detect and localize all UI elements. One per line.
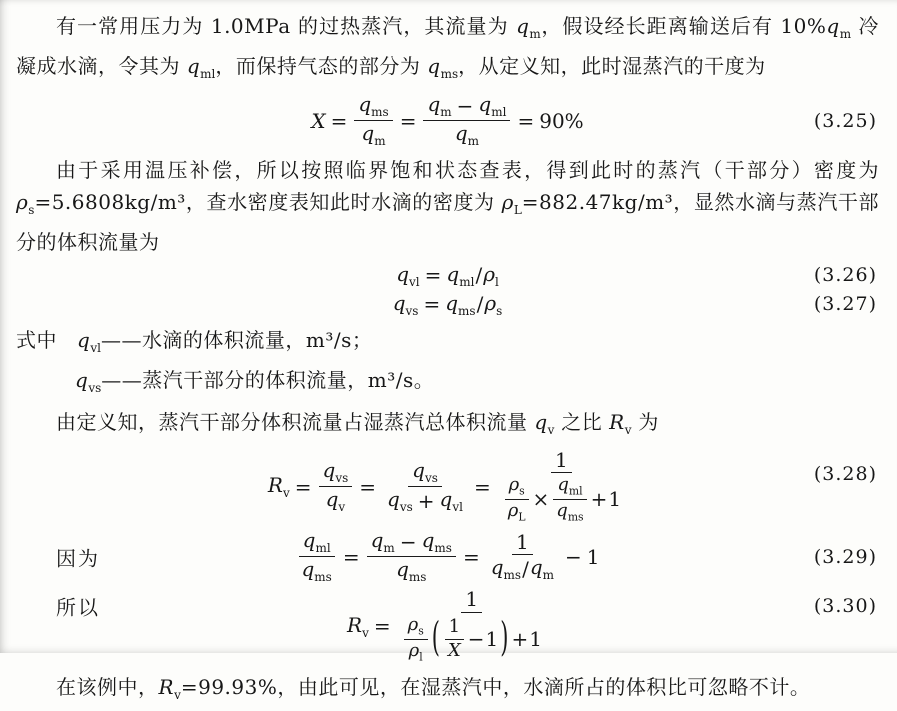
fraction (552, 474, 587, 524)
equation-body (268, 448, 627, 526)
equals-sign: = (423, 292, 441, 317)
var-qml: $q_{ml}$ (478, 92, 507, 119)
var-qm: $q_m$ (427, 92, 452, 119)
plus-sign: + (590, 487, 608, 512)
numeral-one: 1 (586, 544, 600, 569)
var-rho-s: $\rho_s$ (16, 189, 35, 217)
var-Rv: $R_v$ (267, 473, 290, 501)
value-Rv: =99.93% (180, 675, 278, 700)
equation-number: (3.27) (813, 293, 877, 316)
equation-3-28 (16, 448, 879, 526)
var-qms: $q_{ms}$ (301, 557, 332, 585)
paragraph-text: ，而保持气态的部分为 (215, 54, 428, 78)
equals-sign: = (373, 614, 391, 639)
var-qms: $q_{ms}$ (421, 527, 452, 555)
var-qm: $q_m$ (516, 14, 541, 41)
equation-body (393, 291, 503, 318)
var-qm: $q_m$ (529, 555, 555, 583)
paragraph-text: 由定义知，蒸汽干部分体积流量占湿蒸汽总体积流量 (56, 409, 535, 434)
paragraph-text: ，查水密度表知此时水滴的密度为 (185, 189, 502, 214)
fraction (423, 92, 510, 150)
equals-sign: = (342, 544, 360, 569)
equation-number: (3.26) (813, 264, 877, 287)
var-qms: $q_{ms}$ (490, 555, 522, 583)
equals-sign: = (399, 108, 417, 133)
equation-3-29 (16, 528, 879, 586)
var-qvs: $q_{vs}$ (387, 487, 413, 515)
right-paren: ) (500, 614, 509, 661)
var-qms: $q_{ms}$ (358, 92, 389, 119)
var-qms: $q_{ms}$ (427, 54, 459, 81)
numeral-one: 1 (465, 587, 479, 612)
paragraph-text: ，假设经长距离输送后有 10% (540, 14, 827, 38)
var-qm: $q_m$ (361, 121, 386, 149)
equals-sign: = (359, 474, 377, 499)
var-qv: $q_v$ (534, 409, 555, 437)
where-definition-1 (16, 324, 879, 364)
var-qml: $q_{ml}$ (186, 54, 216, 81)
var-rho-l: $\rho_l$ (483, 261, 499, 289)
where-definition-2 (16, 364, 879, 404)
definition-text: ——水滴的体积流量，m³/s； (100, 327, 373, 352)
equals-sign: = (424, 263, 442, 288)
times-sign: × (532, 487, 550, 512)
var-qvs: $q_{vs}$ (75, 367, 102, 395)
fraction (444, 616, 465, 661)
equation-body (311, 92, 583, 150)
left-paren: ( (431, 614, 440, 661)
paragraph-text: 之比 (554, 409, 610, 434)
var-qm: $q_m$ (370, 527, 395, 555)
equation-body (295, 528, 599, 586)
var-Rv: $R_v$ (609, 409, 632, 437)
equation-3-26 (16, 262, 879, 289)
var-qvl: $q_{vl}$ (77, 327, 101, 355)
fraction (367, 528, 456, 586)
equation-number: (3.30) (813, 595, 877, 618)
var-qms: $q_{ms}$ (396, 557, 427, 585)
minus-sign: − (565, 544, 582, 569)
fraction (383, 458, 467, 516)
numeral-one: 1 (529, 626, 542, 651)
equation-3-25 (16, 92, 879, 150)
var-rho-s: $\rho_s$ (508, 474, 525, 498)
equals-sign: = (473, 474, 491, 499)
paragraph-text: ，由此可见，在湿蒸汽中，水滴所占的体积比可忽略不计。 (277, 675, 811, 700)
var-rho-s: $\rho_s$ (484, 290, 503, 318)
equation-3-27 (16, 291, 879, 318)
equation-3-30 (16, 587, 879, 665)
value-density-water: =882.47kg/m³ (521, 189, 674, 214)
var-qvl: $q_{vl}$ (396, 261, 420, 289)
paragraph-text: 冷凝成水滴，令其为 (16, 14, 879, 78)
numeral-one: 1 (485, 626, 499, 651)
paragraph-intro (16, 10, 879, 90)
numeral-one: 1 (515, 529, 529, 554)
var-Rv: $R_v$ (158, 675, 181, 703)
minus-sign: − (467, 626, 485, 651)
var-qml: $q_{ml}$ (557, 474, 583, 498)
equals-sign: = (517, 108, 535, 133)
value-density-steam: =5.6808kg/m³ (34, 189, 186, 214)
equation-number: (3.25) (813, 109, 877, 132)
paragraph-conclusion (16, 671, 879, 711)
var-qms: $q_{ms}$ (445, 290, 476, 318)
var-qvl: $q_{vl}$ (439, 487, 463, 515)
equals-sign: = (294, 474, 312, 499)
fraction (504, 474, 530, 524)
paragraph-text: 在该例中， (56, 675, 159, 700)
paragraph-ratio (16, 406, 879, 446)
var-qml: $q_{ml}$ (302, 527, 331, 555)
equals-sign: = (330, 108, 348, 133)
equation-label: 因为 (56, 546, 100, 571)
var-qml: $q_{ml}$ (446, 261, 475, 289)
equation-number: (3.29) (813, 545, 877, 568)
paragraph-text: 有一常用压力为 1.0MPa 的过热蒸汽，其流量为 (56, 14, 517, 38)
paragraph-text: 由于采用温压补偿，所以按照临界饱和状态查表，得到此时的蒸汽（干部分）密度为 (56, 157, 879, 182)
equation-body (396, 262, 499, 289)
var-Rv: $R_v$ (347, 612, 369, 640)
minus-sign: − (399, 529, 417, 554)
var-rho-s: $\rho_s$ (407, 613, 424, 638)
var-qm: $q_m$ (826, 14, 852, 41)
equation-result: 90% (539, 108, 584, 133)
fraction (354, 92, 392, 150)
where-label: 式中 (16, 327, 57, 352)
numeral-one: 1 (448, 616, 461, 638)
paragraph-text: ，显然水滴与蒸汽干部分的体积流量为 (16, 189, 879, 254)
var-qvs: $q_{vs}$ (392, 290, 419, 318)
equation-label: 所以 (56, 595, 100, 620)
definition-text: ——蒸汽干部分的体积流量，m³/s。 (101, 367, 435, 392)
paragraph-density (16, 154, 879, 258)
numeral-one: 1 (608, 487, 622, 512)
var-qv: $q_v$ (325, 487, 346, 515)
fraction (404, 614, 428, 664)
fraction (297, 528, 335, 586)
equals-sign: = (462, 544, 480, 569)
slash-sign: / (475, 263, 483, 288)
var-qm: $q_m$ (454, 121, 480, 149)
equation-body (347, 587, 548, 665)
minus-sign: − (456, 94, 474, 119)
var-rho-L: $\rho_L$ (501, 189, 522, 217)
paragraph-text: 为 (631, 409, 659, 434)
var-qms: $q_{ms}$ (556, 499, 584, 524)
slash-sign: / (522, 557, 529, 582)
var-rho-l: $\rho_l$ (408, 639, 423, 664)
fraction (319, 458, 353, 516)
paragraph-text: ，从定义知，此时湿蒸汽的干度为 (458, 54, 766, 78)
fraction (487, 530, 558, 584)
equation-number: (3.28) (813, 463, 877, 486)
fraction (398, 587, 546, 665)
var-qvs: $q_{vs}$ (412, 457, 438, 485)
numeral-one: 1 (555, 447, 568, 472)
plus-sign: + (511, 626, 529, 651)
plus-sign: + (417, 489, 435, 514)
slash-sign: / (476, 292, 484, 317)
var-X: X (311, 108, 326, 133)
var-X: X (447, 639, 461, 661)
var-qvs: $q_{vs}$ (322, 457, 349, 485)
fraction (498, 448, 625, 526)
var-rho-L: $\rho_L$ (507, 499, 526, 524)
